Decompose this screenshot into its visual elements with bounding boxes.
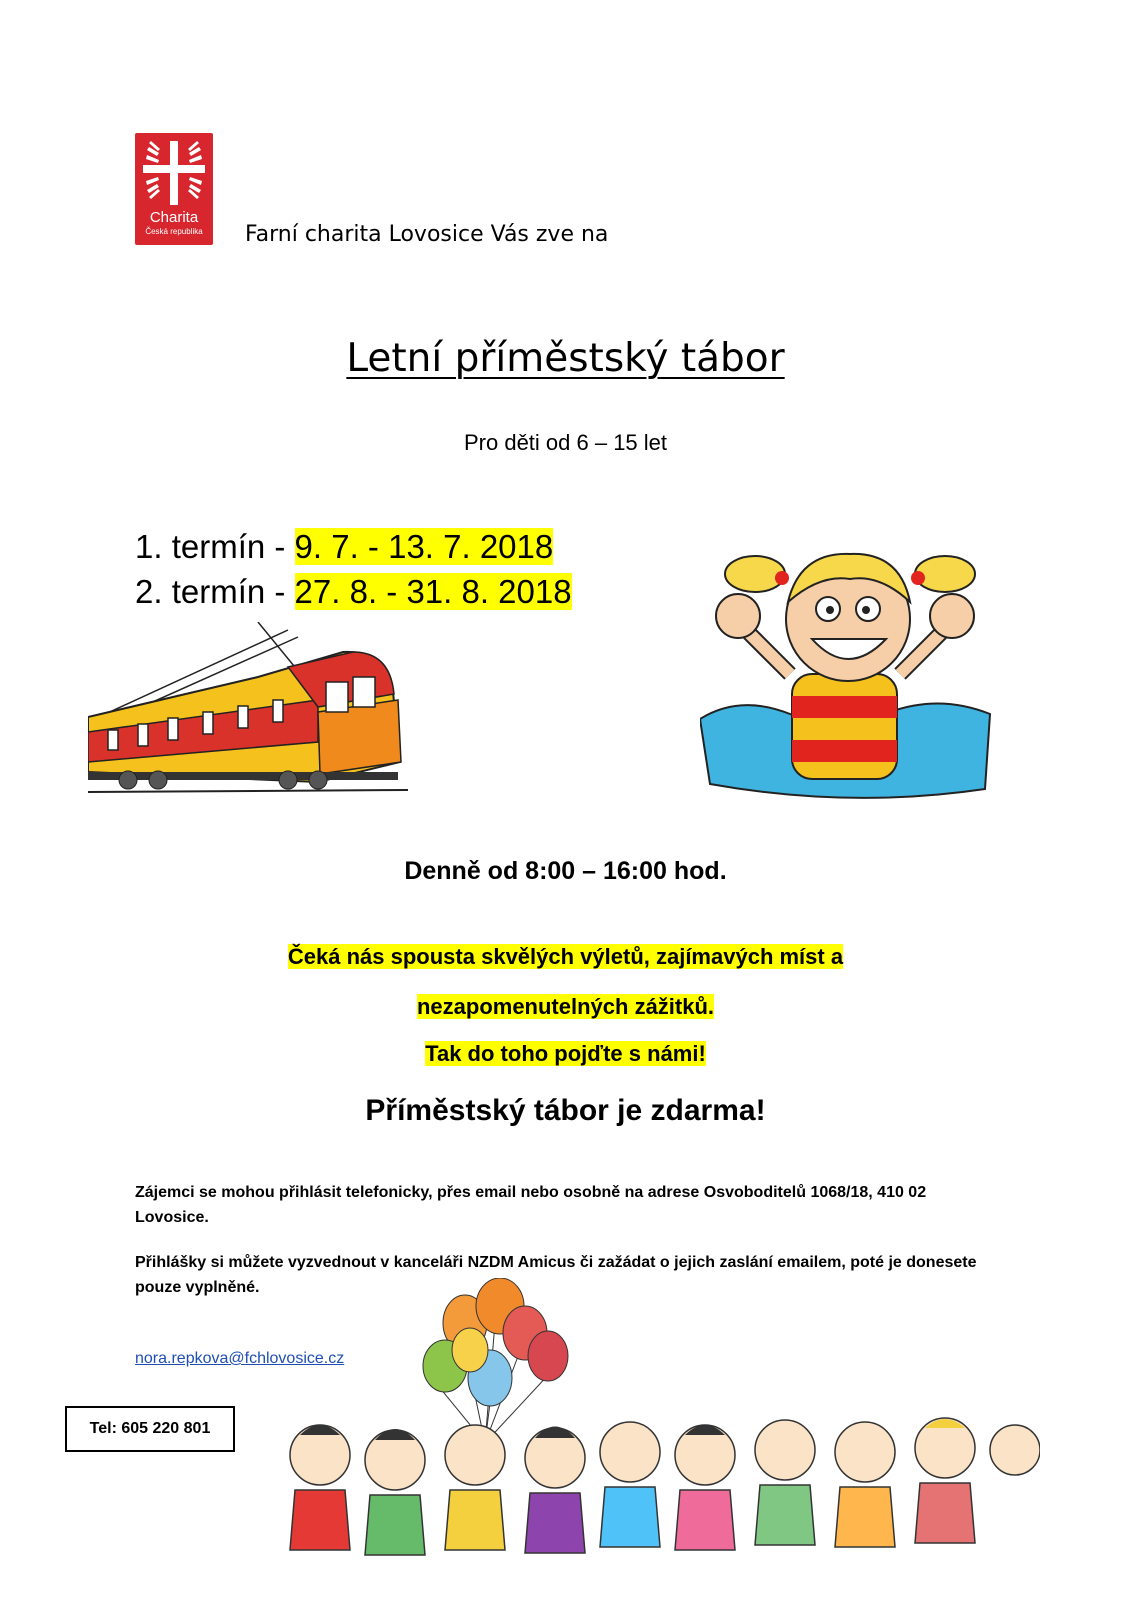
children-illustration — [280, 1410, 1040, 1580]
promo-text: Tak do toho pojďte s námi! — [425, 1041, 706, 1066]
term-2 — [135, 572, 572, 612]
logo-subtitle: Česká republika — [145, 227, 203, 236]
promo-line-1 — [0, 944, 1131, 970]
swimming-girl-illustration — [700, 544, 995, 804]
cross-flame-icon — [135, 133, 213, 211]
promo-text: Čeká nás spousta skvělých výletů, zajímavých míst a — [287, 944, 844, 969]
page-title — [0, 336, 1131, 381]
email-link[interactable]: nora.repkova@fchlovosice.cz — [135, 1350, 345, 1367]
daily-hours: Denně od 8:00 – 16:00 hod. — [404, 857, 727, 885]
term-label: 1. termín - — [135, 528, 295, 565]
signup-info: Zájemci se mohou přihlásit telefonicky, přes email nebo osobně na adrese Osvoboditelů 1068/18, 410 02 Lovosice. — [135, 1184, 927, 1226]
logo-word: Charita — [149, 209, 199, 226]
promo-line-3 — [0, 1041, 1131, 1067]
term-dates: 27. 8. - 31. 8. 2018 — [294, 573, 572, 610]
title-text: Letní příměstský tábor — [346, 336, 785, 381]
term-dates: 9. 7. - 13. 7. 2018 — [294, 528, 554, 565]
charita-logo — [135, 133, 213, 245]
age-range: Pro děti od 6 – 15 let — [463, 430, 668, 455]
train-illustration — [88, 622, 408, 797]
application-info: Přihlášky si můžete vyzvednout v kanceláři NZDM Amicus či zažádat o jejich zaslání emailem, poté je donesete pouze vyplněné. — [135, 1254, 977, 1296]
phone-box: Tel: 605 220 801 — [65, 1406, 235, 1452]
term-1 — [135, 527, 553, 567]
term-label: 2. termín - — [135, 573, 295, 610]
promo-line-2 — [0, 994, 1131, 1020]
invitation-text: Farní charita Lovosice Vás zve na — [245, 222, 609, 247]
free-notice: Příměstský tábor je zdarma! — [365, 1094, 766, 1127]
promo-text: nezapomenutelných zážitků. — [416, 994, 715, 1019]
